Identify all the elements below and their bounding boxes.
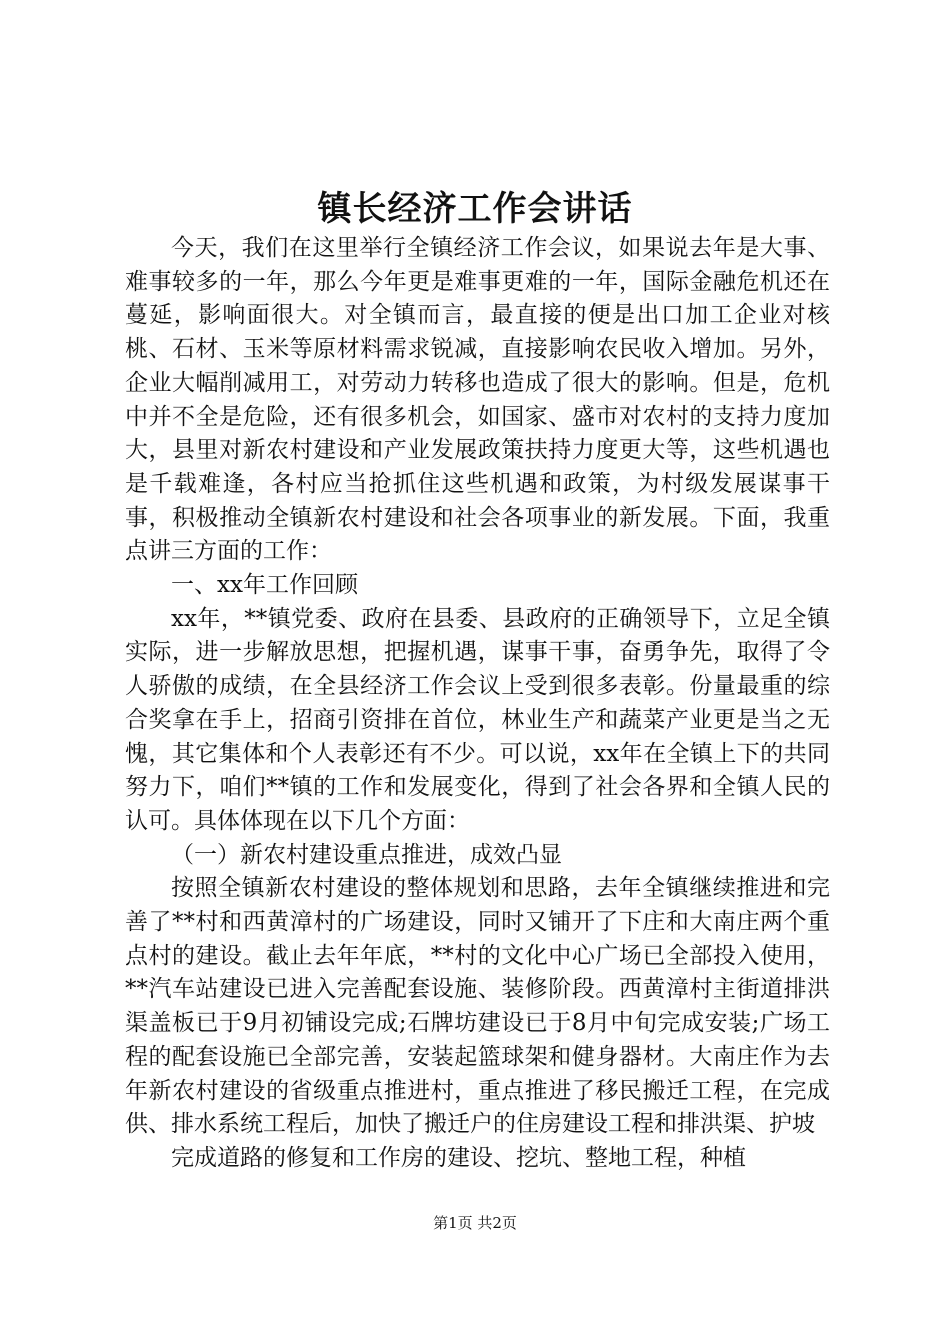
document-title: 镇长经济工作会讲话 xyxy=(317,189,633,229)
paragraph-rural: 按照全镇新农村建设的整体规划和思路，去年全镇继续推进和完善了**村和西黄漳村的广场建设，同时又铺开了下庄和大南庄两个重点村的建设。截止去年年底，**村的文化中心广场已全部投入使用，**汽车站建设已进入完善配套设施、装修阶段。西黄漳村主街道排洪渠盖板已于9月初铺设完成;石牌坊建设已于8月中旬完成安装;广场工程的配套设施已全部完善，安装起篮球架和健身器材。大南庄作为去年新农村建设的省级重点推进村，重点推进了移民搬迁工程，在完成供、排水系统工程后，加快了搬迁户的住房建设工程和排洪渠、护坡 xyxy=(125,875,830,1138)
paragraph-review: xx年，**镇党委、政府在县委、县政府的正确领导下，立足全镇实际，进一步解放思想，把握机遇，谋事干事，奋勇争先，取得了令人骄傲的成绩，在全县经济工作会议上受到很多表彰。份量最重的综合奖拿在手上，招商引资排在首位，林业生产和蔬菜产业更是当之无愧，其它集体和个人表彰还有不少。可以说，xx年在全镇上下的共同努力下，咱们**镇的工作和发展变化，得到了社会各界和全镇人民的认可。具体体现在以下几个方面： xyxy=(125,605,830,834)
document-body xyxy=(125,232,830,1176)
section-heading-review: 一、xx年工作回顾 xyxy=(171,572,358,599)
page-footer: 第1页 共2页 xyxy=(433,1214,517,1232)
subsection-heading-rural: （一）新农村建设重点推进，成效凸显 xyxy=(171,841,562,868)
paragraph-intro: 今天，我们在这里举行全镇经济工作会议，如果说去年是大事、难事较多的一年，那么今年更是难事更难的一年，国际金融危机还在蔓延，影响面很大。对全镇而言，最直接的便是出口加工企业对核桃、石材、玉米等原材料需求锐减，直接影响农民收入增加。另外，企业大幅削减用工，对劳动力转移也造成了很大的影响。但是，危机中并不全是危险，还有很多机会，如国家、盛市对农村的支持力度加大，县里对新农村建设和产业发展政策扶持力度更大等，这些机遇也是千载难逢，各村应当抢抓住这些机遇和政策，为村级发展谋事干事，积极推动全镇新农村建设和社会各项事业的新发展。下面，我重点讲三方面的工作： xyxy=(125,235,830,565)
paragraph-continued: 完成道路的修复和工作房的建设、挖坑、整地工程，种植 xyxy=(171,1144,746,1171)
